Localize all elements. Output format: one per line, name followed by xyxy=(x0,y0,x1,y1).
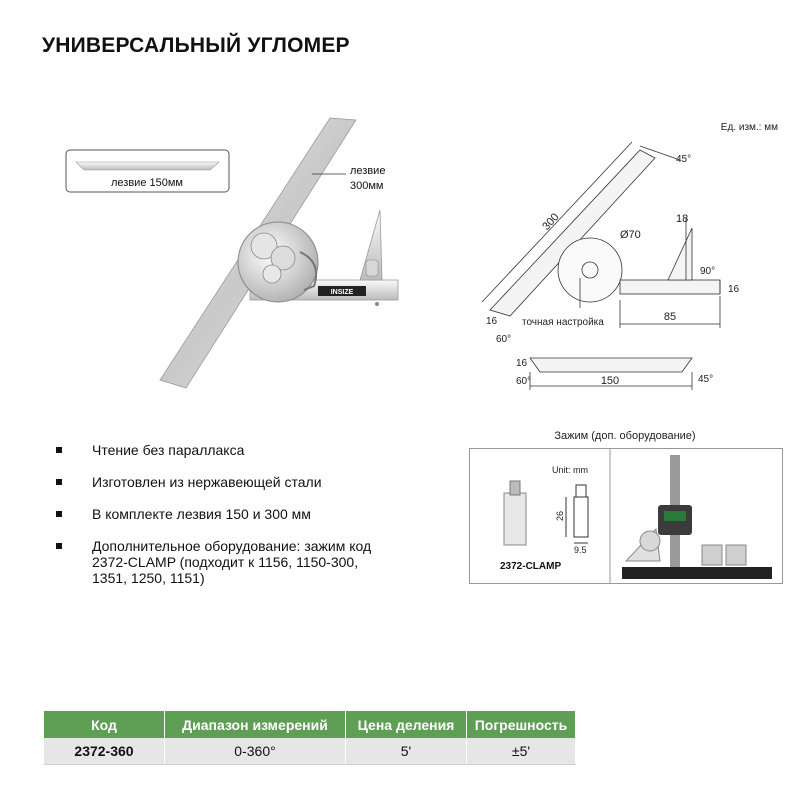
bullet-icon xyxy=(56,447,62,453)
clamp-dim-26: 26 xyxy=(555,510,565,521)
clamp-dim-9-5: 9.5 xyxy=(574,545,587,555)
dim-300: 300 xyxy=(540,211,562,233)
units-label: Ед. изм.: мм xyxy=(720,122,778,133)
feature-text: Изготовлен из нержавеющей стали xyxy=(92,474,322,490)
cell-resolution: 5' xyxy=(346,738,467,765)
clamp-caption: Зажим (доп. оборудование) xyxy=(554,430,696,442)
table-row xyxy=(44,738,576,765)
feature-item xyxy=(56,442,396,458)
feature-list xyxy=(56,442,396,602)
fine-adjust-label: точная настройка xyxy=(522,317,604,328)
page-title: УНИВЕРСАЛЬНЫЙ УГЛОМЕР xyxy=(42,34,350,57)
dim-diameter: Ø70 xyxy=(620,229,641,241)
blade-150-label: лезвие 150мм xyxy=(111,177,183,189)
bullet-icon xyxy=(56,479,62,485)
dim-45-bottom: 45° xyxy=(698,374,714,385)
dim-18: 18 xyxy=(676,213,689,225)
blade-300-label-line1: лезвие xyxy=(350,165,386,177)
feature-item xyxy=(56,506,396,522)
bullet-icon xyxy=(56,511,62,517)
technical-drawing xyxy=(470,110,780,400)
feature-item xyxy=(56,474,396,490)
cell-range: 0-360° xyxy=(165,738,346,765)
brand-logo: INSIZE xyxy=(330,289,354,296)
dim-150: 150 xyxy=(600,375,620,387)
feature-item xyxy=(56,538,396,586)
table-header-row xyxy=(44,711,576,738)
dim-60-bottom: 60° xyxy=(516,376,532,387)
dim-85: 85 xyxy=(663,311,677,323)
header-resolution: Цена деления xyxy=(346,711,467,738)
dim-90: 90° xyxy=(700,266,716,277)
header-range: Диапазон измерений xyxy=(165,711,346,738)
cell-code: 2372-360 xyxy=(44,738,165,765)
spec-table xyxy=(44,711,576,765)
feature-text: Чтение без параллакса xyxy=(92,442,245,458)
dim-16-right: 16 xyxy=(728,284,740,295)
clamp-unit-label: Unit: mm xyxy=(552,465,588,475)
dim-16-left: 16 xyxy=(486,316,498,327)
dim-45-top: 45° xyxy=(676,154,692,165)
header-accuracy: Погрешность xyxy=(467,711,576,738)
header-code: Код xyxy=(44,711,165,738)
clamp-panel xyxy=(469,448,783,584)
product-photo xyxy=(60,112,400,402)
dim-16-bottom: 16 xyxy=(516,358,528,369)
clamp-illustration xyxy=(470,449,782,583)
dim-60-left: 60° xyxy=(496,334,512,345)
clamp-model: 2372-CLAMP xyxy=(500,561,562,572)
feature-text: Дополнительное оборудование: зажим код 2372-CLAMP (подходит к 1156, 1150-300, 1351, 1250, 1151) xyxy=(92,538,372,586)
feature-text: В комплекте лезвия 150 и 300 мм xyxy=(92,506,311,522)
bullet-icon xyxy=(56,543,62,549)
cell-accuracy: ±5' xyxy=(467,738,576,765)
blade-300-label-line2: 300мм xyxy=(350,180,384,192)
